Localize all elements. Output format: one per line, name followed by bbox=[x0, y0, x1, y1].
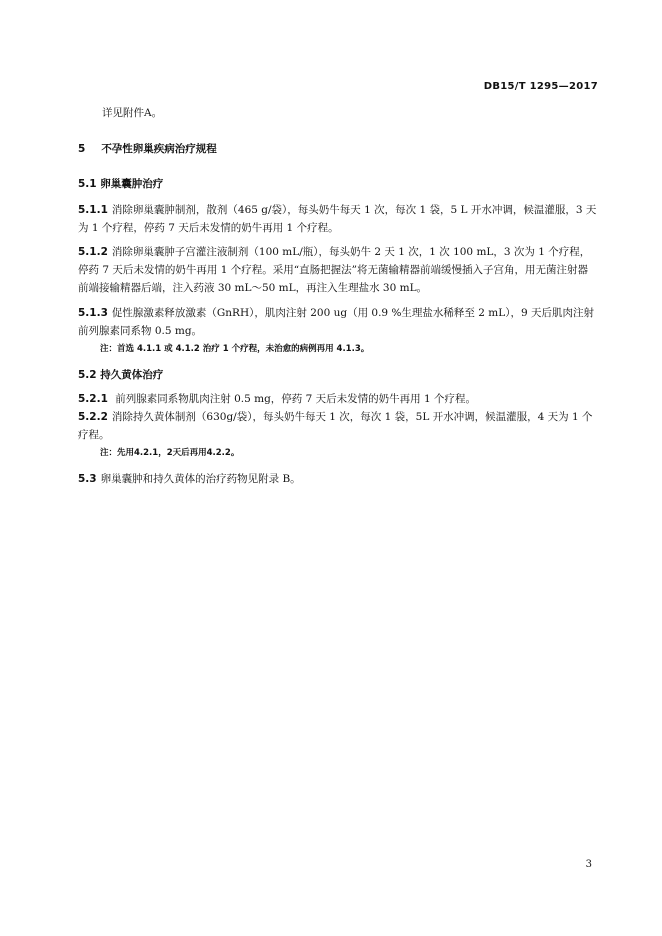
see-annex-a-line: 详见附件A。 bbox=[102, 107, 163, 119]
clause-text: 消除持久黄体制剂（630g/袋），每头奶牛每天 1 次，每次 1 袋，5L 开水冲调，候温灌服，4 天为 1 个疗程。 bbox=[78, 411, 593, 441]
clause-text: 促性腺激素释放激素（GnRH），肌肉注射 200 ug（用 0.9 %生理盐水稀释至 2 mL），9 天后肌肉注射前列腺素同系物 0.5 mg。 bbox=[78, 307, 594, 337]
paragraph-5-1-1 bbox=[78, 201, 598, 237]
clause-number: 5.3 bbox=[78, 473, 97, 485]
section-5-1-heading: 5.1 卵巢囊肿治疗 bbox=[78, 178, 164, 190]
standard-code-header: DB15/T 1295—2017 bbox=[483, 81, 598, 92]
clause-text: 消除卵巢囊肿子宫灌注液制剂（100 mL/瓶），每头奶牛 2 天 1 次，1 次 100 mL，3 次为 1 个疗程，停药 7 天后未发情的奶牛再用 1 个疗程。采用“直肠把握法”将无菌输精器前端缓慢插入子宫角，用无菌注射器前端接输精器后端，注入药液 30 mL～50 mL，再注入生理盐水 30 mL。 bbox=[78, 246, 591, 294]
section-5-heading bbox=[78, 140, 598, 158]
section-5-number: 5 bbox=[78, 143, 86, 155]
section-5-2-heading: 5.2 持久黄体治疗 bbox=[78, 369, 164, 381]
clause-number: 5.2.2 bbox=[78, 411, 108, 423]
paragraph-5-2-2 bbox=[78, 408, 598, 444]
section-5-title: 不孕性卵巢疾病治疗规程 bbox=[101, 143, 217, 155]
clause-number: 5.1.1 bbox=[78, 204, 108, 216]
clause-text: 卵巢囊肿和持久黄体的治疗药物见附录 B。 bbox=[100, 473, 301, 485]
clause-number: 5.2.1 bbox=[78, 393, 108, 405]
paragraph-5-1-3 bbox=[78, 304, 598, 340]
paragraph-5-1-2 bbox=[78, 243, 598, 297]
note-5-1: 注：首选 4.1.1 或 4.1.2 治疗 1 个疗程，未治愈的病例再用 4.1.3。 bbox=[100, 344, 370, 354]
note-5-2: 注：先用4.2.1，2天后再用4.2.2。 bbox=[100, 448, 240, 458]
clause-number: 5.1.2 bbox=[78, 246, 108, 258]
clause-text: 消除卵巢囊肿制剂，散剂（465 g/袋），每头奶牛每天 1 次，每次 1 袋，5 L 开水冲调，候温灌服，3 天为 1 个疗程，停药 7 天后未发情的奶牛再用 1 个疗程。 bbox=[78, 204, 597, 234]
clause-text: 前列腺素同系物肌肉注射 0.5 mg，停药 7 天后未发情的奶牛再用 1 个疗程。 bbox=[111, 393, 477, 405]
clause-number: 5.1.3 bbox=[78, 307, 108, 319]
page-number: 3 bbox=[585, 859, 592, 870]
paragraph-5-3 bbox=[78, 470, 598, 488]
paragraph-5-2-1 bbox=[78, 390, 598, 408]
